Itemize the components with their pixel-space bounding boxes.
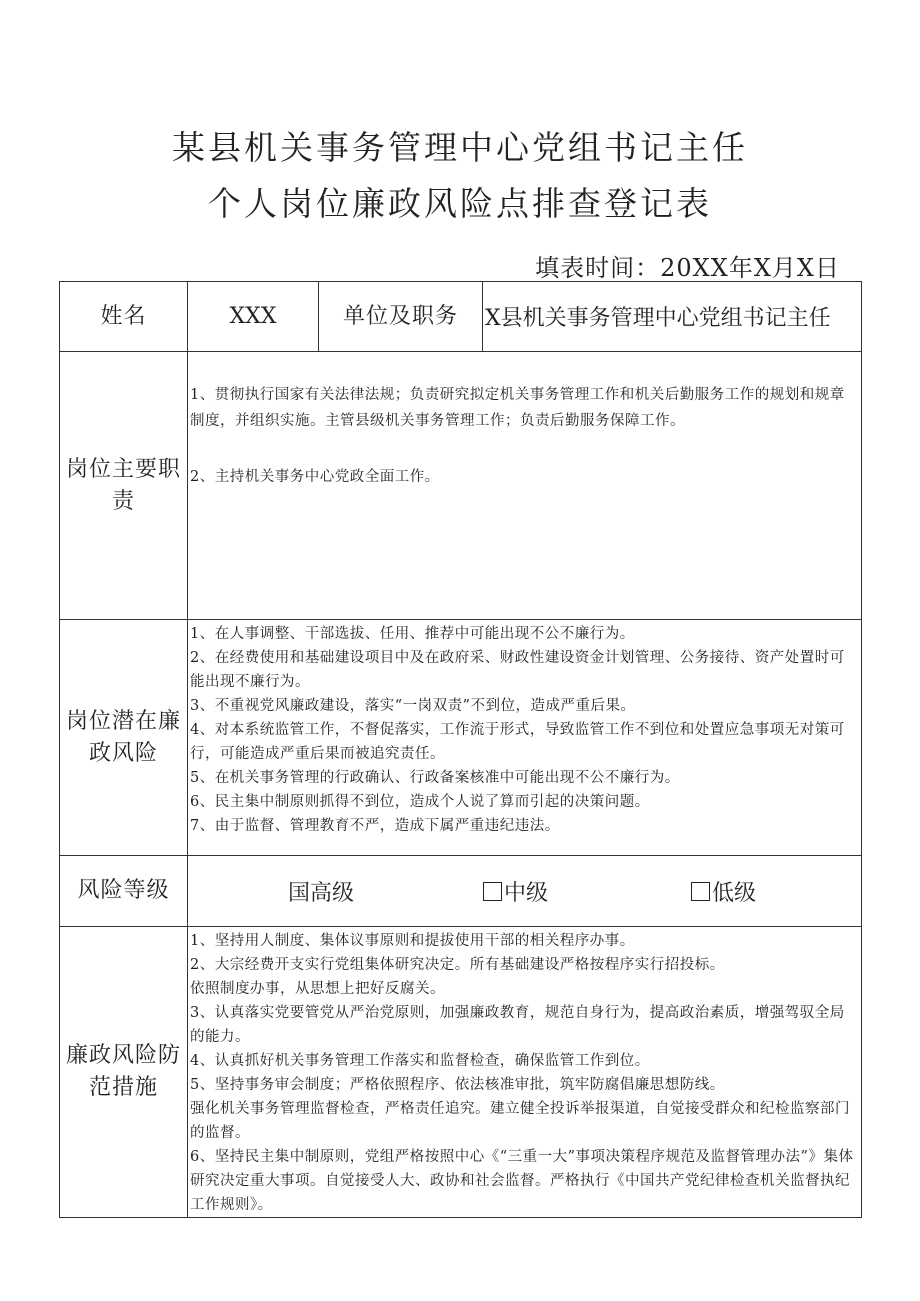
- measures-row: [60, 927, 862, 1218]
- risk-item: 5、在机关事务管理的行政确认、行政备案核准中可能出现不公不廉行为。: [190, 770, 680, 786]
- risk-level-low[interactable]: 低级: [691, 876, 756, 907]
- risk-level-high[interactable]: 国高级: [288, 881, 355, 906]
- name-label: 姓名: [60, 282, 188, 352]
- duty-item: 2、主持机关事务中心党政全面工作。: [190, 469, 440, 485]
- risk-item: 2、在经费使用和基础建设项目中及在政府采、财政性建设资金计划管理、公务接待、资产处置时可能出现不廉行为。: [190, 650, 845, 690]
- risk-level-row: [60, 856, 862, 927]
- risk-item: 4、对本系统监管工作，不督促落实，工作流于形式，导致监管工作不到位和处置应急事项无对策可行，可能造成严重后果而被追究责任。: [190, 722, 845, 762]
- measure-item: 6、坚持民主集中制原则，党组严格按照中心《“三重一大”事项决策程序规范及监督管理办法”》集体研究决定重大事项。自觉接受人大、政协和社会监督。严格执行《中国共产党纪律检查机关监督执纪工作规则》。: [190, 1149, 854, 1213]
- unit-position-value: X县机关事务管理中心党组书记主任: [483, 282, 862, 352]
- checkbox-icon: [483, 882, 502, 901]
- risk-item: 3、不重视党风廉政建设，落实“一岗双责”不到位，造成严重后果。: [190, 698, 636, 714]
- risk-level-label: 风险等级: [60, 856, 188, 927]
- duties-label: 岗位主要职责: [60, 352, 188, 620]
- fill-date: 填表时间：20XX年X月X日: [535, 254, 840, 282]
- measures-content: [188, 927, 862, 1218]
- risks-label: 岗位潜在廉政风险: [60, 620, 188, 856]
- unit-position-label: 单位及职务: [319, 282, 483, 352]
- risks-row: [60, 620, 862, 856]
- risks-content: [188, 620, 862, 856]
- risk-item: 1、在人事调整、干部选拔、任用、推荐中可能出现不公不廉行为。: [190, 626, 635, 642]
- measure-item: 2、大宗经费开支实行党组集体研究决定。所有基础建设严格按程序实行招投标。: [190, 957, 725, 973]
- measure-item: 3、认真落实党要管党从严治党原则，加强廉政教育，规范自身行为，提高政治素质，增强驾驭全局的能力。: [190, 1005, 845, 1045]
- name-value: XXX: [188, 282, 319, 352]
- registration-table: [59, 281, 862, 1218]
- risk-level-medium[interactable]: 中级: [483, 876, 548, 907]
- measures-label: 廉政风险防范措施: [60, 927, 188, 1218]
- measure-item: 依照制度办事，从思想上把好反腐关。: [190, 981, 445, 997]
- measure-item: 5、坚持事务审会制度；严格依照程序、依法核准审批，筑牢防腐倡廉思想防线。: [190, 1077, 725, 1093]
- page-title-line-1: 某县机关事务管理中心党组书记主任: [172, 128, 748, 167]
- checkbox-icon: [691, 882, 710, 901]
- name-row: [60, 282, 862, 352]
- measure-item: 4、认真抓好机关事务管理工作落实和监督检查，确保监管工作到位。: [190, 1053, 650, 1069]
- page-title-line-2: 个人岗位廉政风险点排查登记表: [208, 184, 712, 223]
- duty-item: 1、贯彻执行国家有关法律法规；负责研究拟定机关事务管理工作和机关后勤服务工作的规划和规章制度，并组织实施。主管县级机关事务管理工作；负责后勤服务保障工作。: [190, 387, 845, 429]
- risk-item: 6、民主集中制原则抓得不到位，造成个人说了算而引起的决策问题。: [190, 794, 650, 810]
- measure-item: 强化机关事务管理监督检查，严格责任追究。建立健全投诉举报渠道，自觉接受群众和纪检监察部门的监督。: [190, 1101, 850, 1141]
- duties-row: [60, 352, 862, 620]
- risk-item: 7、由于监督、管理教育不严，造成下属严重违纪违法。: [190, 818, 560, 834]
- measure-item: 1、坚持用人制度、集体议事原则和提拔使用干部的相关程序办事。: [190, 933, 635, 949]
- duties-content: [188, 352, 862, 620]
- risk-level-options: [188, 856, 862, 927]
